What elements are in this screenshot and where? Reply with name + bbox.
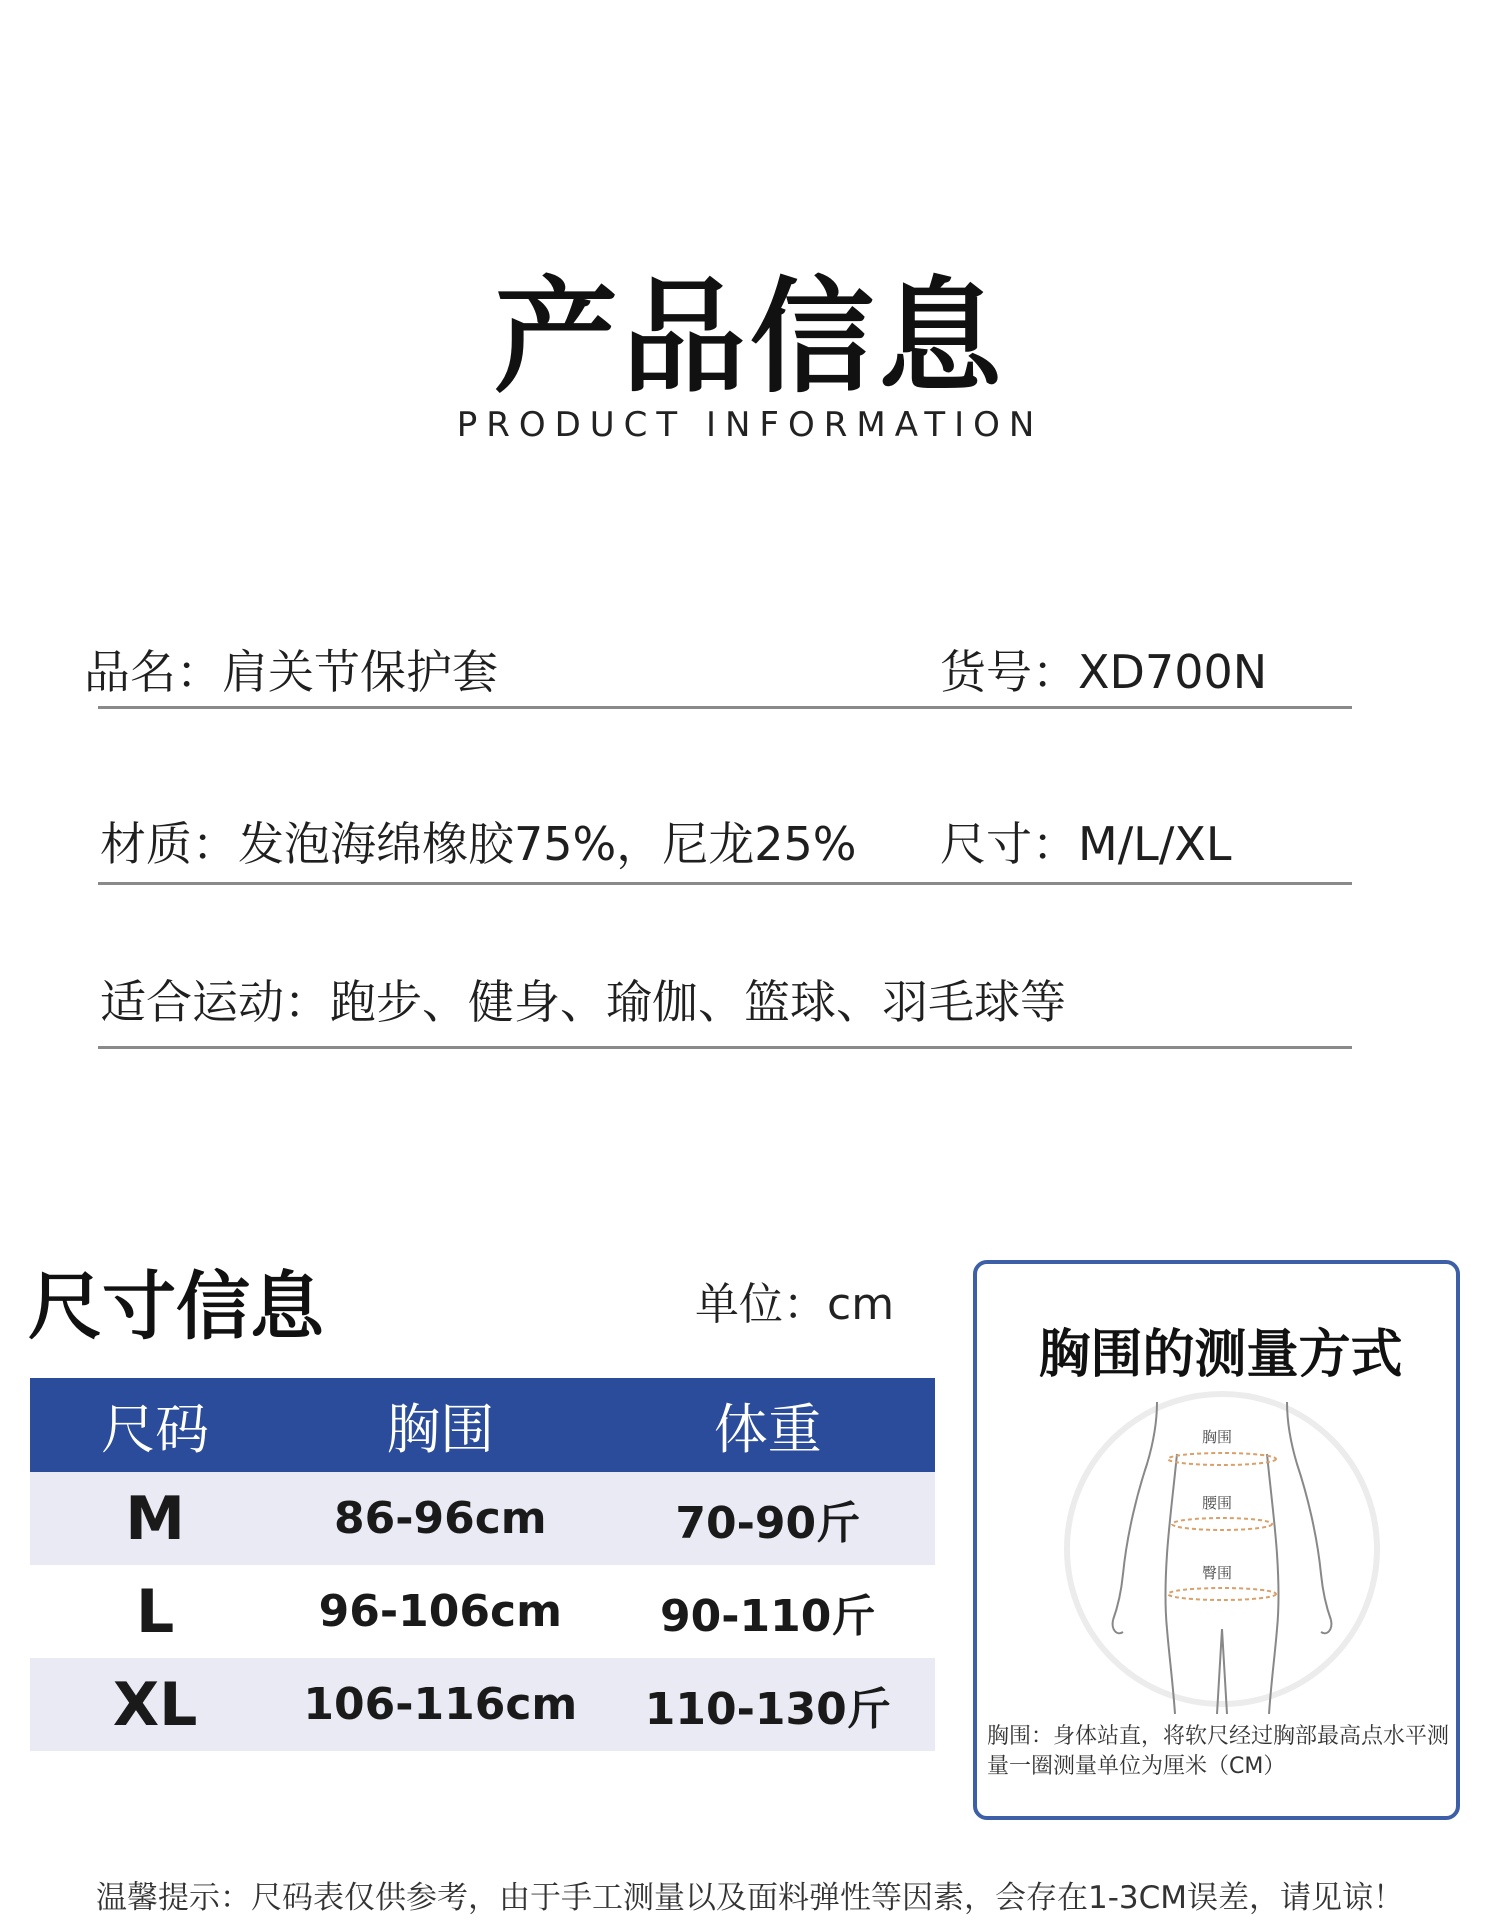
product-material: 材质：发泡海绵橡胶75%，尼龙25% xyxy=(100,817,857,871)
size-table-header xyxy=(30,1378,935,1472)
size-cell: XL xyxy=(30,1658,280,1751)
table-row xyxy=(30,1565,935,1658)
measurement-card-title: 胸围的测量方式 xyxy=(1038,1325,1403,1385)
chest-label: 胸围 xyxy=(1202,1428,1233,1446)
chest-cell: 86-96cm xyxy=(280,1472,600,1565)
size-cell: L xyxy=(135,1576,175,1647)
weight-cell: 110-130斤 xyxy=(600,1658,935,1751)
divider xyxy=(98,706,1352,709)
divider xyxy=(98,1046,1352,1049)
product-sizes: 尺寸：M/L/XL xyxy=(940,817,1232,871)
column-header-size: 尺码 xyxy=(30,1378,280,1472)
size-section-title: 尺寸信息 xyxy=(28,1264,324,1350)
column-header-chest: 胸围 xyxy=(280,1378,600,1472)
chest-cell: 106-116cm xyxy=(280,1658,600,1751)
weight-cell: 70-90斤 xyxy=(600,1472,935,1565)
weight-cell: 90-110斤 xyxy=(660,1590,876,1642)
product-sku: 货号：XD700N xyxy=(940,645,1268,699)
product-name: 品名：肩关节保护套 xyxy=(84,645,498,699)
size-table xyxy=(30,1378,935,1751)
waist-label: 腰围 xyxy=(1202,1494,1233,1512)
hip-label: 臀围 xyxy=(1202,1564,1233,1582)
divider xyxy=(98,882,1352,885)
page-subtitle: PRODUCT INFORMATION xyxy=(456,405,1044,445)
measurement-card xyxy=(973,1260,1460,1820)
body-figure xyxy=(1057,1384,1387,1718)
measurement-note: 胸围：身体站直，将软尺经过胸部最高点水平测量一圈测量单位为厘米（CM） xyxy=(987,1724,1450,1779)
size-cell: M xyxy=(30,1472,280,1565)
page-title: 产品信息 xyxy=(493,266,1006,410)
table-row xyxy=(30,1658,935,1751)
size-unit: 单位：cm xyxy=(695,1279,895,1330)
disclaimer-tip: 温馨提示：尺码表仅供参考，由于手工测量以及面料弹性等因素，会存在1-3CM误差，请见谅！ xyxy=(96,1880,1405,1916)
chest-cell: 96-106cm xyxy=(318,1586,562,1637)
table-row xyxy=(30,1472,935,1565)
column-header-weight: 体重 xyxy=(600,1378,935,1472)
product-sports: 适合运动：跑步、健身、瑜伽、篮球、羽毛球等 xyxy=(100,975,1066,1029)
